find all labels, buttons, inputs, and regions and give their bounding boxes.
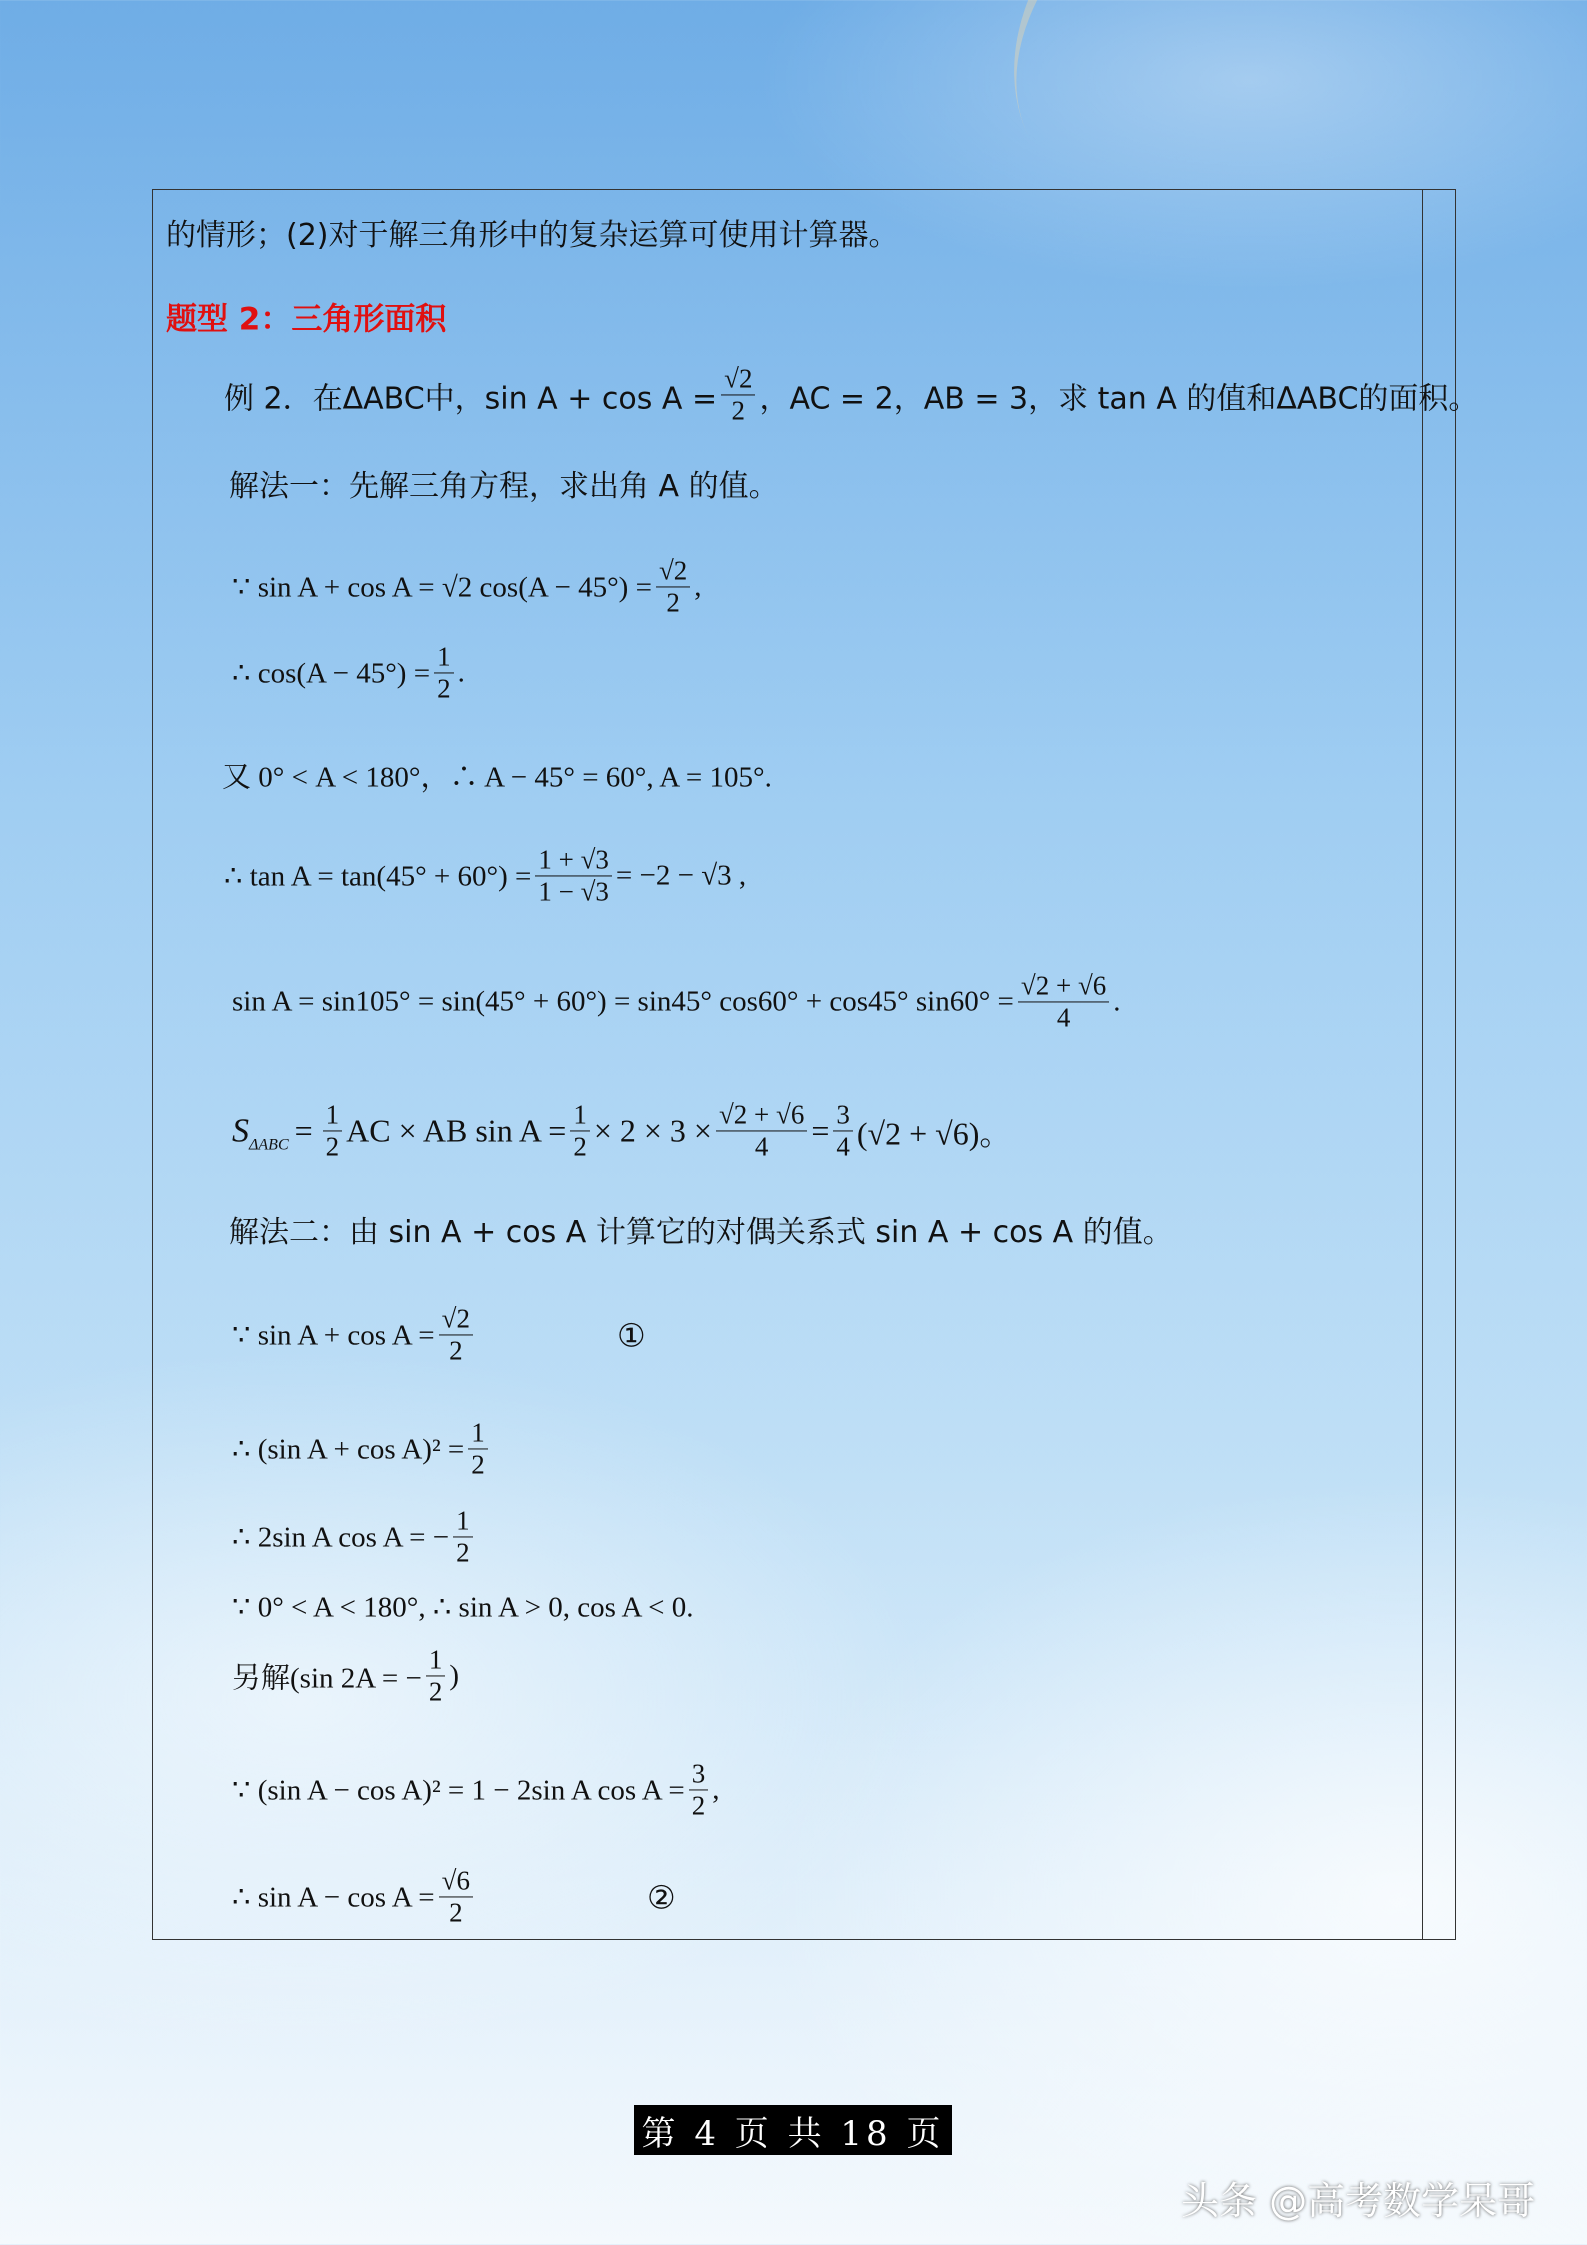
text: AC × AB sin A = bbox=[346, 1112, 567, 1149]
equation-11 bbox=[232, 1644, 459, 1707]
text: = −2 − √3 , bbox=[615, 859, 747, 892]
fraction: $\frac{1}{2}$ bbox=[453, 1505, 473, 1568]
intro-text: 的情形；(2)对于解三角形中的复杂运算可使用计算器。 bbox=[166, 218, 899, 253]
equation-5 bbox=[232, 970, 1121, 1033]
text: × 2 × 3 × bbox=[593, 1112, 712, 1149]
fraction: $\frac{1}{2}$ bbox=[434, 641, 454, 704]
fraction: $\frac{3}{2}$ bbox=[689, 1758, 709, 1821]
text: ∴ cos(A − 45°) = bbox=[232, 657, 431, 690]
text: = bbox=[811, 1112, 830, 1149]
text: ) bbox=[449, 1659, 459, 1692]
text: (√2 + √6)。 bbox=[856, 1115, 1012, 1151]
text: ∴ (sin A + cos A)² = bbox=[232, 1433, 465, 1466]
equation-10: ∵ 0° < A < 180°, ∴ sin A > 0, cos A < 0. bbox=[232, 1591, 694, 1624]
section-heading: 题型 2：三角形面积 bbox=[166, 301, 447, 338]
fraction: $\frac{1}{2}$ bbox=[426, 1644, 446, 1707]
fraction: $\frac{√6}{2}$ bbox=[439, 1865, 473, 1928]
text: 另解(sin 2A = − bbox=[232, 1662, 422, 1695]
text: 例 2．在ΔABC中，sin A + cos A = bbox=[224, 381, 718, 416]
text: ∴ tan A = tan(45° + 60°) = bbox=[224, 860, 532, 893]
text: , bbox=[712, 1773, 720, 1806]
text: ∵ (sin A − cos A)² = 1 − 2sin A cos A = bbox=[232, 1774, 685, 1807]
text: = bbox=[294, 1112, 313, 1149]
fraction: $\frac{√2 + √6}{4}$ bbox=[1018, 970, 1109, 1033]
equation-13 bbox=[232, 1865, 676, 1928]
equation-8 bbox=[232, 1417, 492, 1480]
text: . bbox=[457, 656, 465, 689]
equation-1 bbox=[232, 555, 702, 618]
text: ∵ sin A + cos A = bbox=[232, 1319, 435, 1352]
fraction: $\frac{1}{2}$ bbox=[570, 1099, 590, 1162]
text: . bbox=[1113, 985, 1121, 1018]
text: , bbox=[694, 570, 702, 603]
text: sin A = sin105° = sin(45° + 60°) = sin45° cos60° + cos45° sin60° = bbox=[232, 985, 1014, 1018]
equation-2 bbox=[232, 641, 465, 704]
example-2 bbox=[224, 363, 1478, 426]
fraction: $\frac{√2}{2}$ bbox=[721, 363, 755, 426]
subscript: ΔABC bbox=[249, 1136, 289, 1154]
text: ，AC = 2，AB = 3，求 tan A 的值和ΔABC的面积。 bbox=[759, 381, 1479, 416]
fraction: $\frac{√2 + √6}{4}$ bbox=[716, 1099, 807, 1162]
watermark: 头条 @高考数学呆哥 bbox=[1181, 2179, 1536, 2223]
text: S bbox=[232, 1112, 249, 1149]
text: ∴ sin A − cos A = bbox=[232, 1881, 435, 1914]
fraction: $\frac{3}{4}$ bbox=[833, 1099, 853, 1162]
fraction: $\frac{1}{2}$ bbox=[323, 1099, 343, 1162]
equation-area bbox=[232, 1099, 1011, 1162]
equation-12 bbox=[232, 1758, 719, 1821]
page-number-footer: 第 4 页 共 18 页 bbox=[634, 2105, 952, 2155]
text: ∴ 2sin A cos A = − bbox=[232, 1521, 450, 1554]
frame-divider bbox=[1422, 189, 1423, 1940]
equation-3: 又 0° < A < 180°，∴ A − 45° = 60°, A = 105°. bbox=[222, 761, 772, 794]
method-two-title: 解法二：由 sin A + cos A 计算它的对偶关系式 sin A + cos A 的值。 bbox=[229, 1215, 1173, 1250]
text: ∵ sin A + cos A = √2 cos(A − 45°) = bbox=[232, 571, 652, 604]
method-one-title: 解法一：先解三角方程，求出角 A 的值。 bbox=[229, 469, 779, 504]
fraction: $\frac{1}{2}$ bbox=[468, 1417, 488, 1480]
equation-7 bbox=[232, 1303, 646, 1366]
fraction: $\frac{√2}{2}$ bbox=[439, 1303, 473, 1366]
equation-9 bbox=[232, 1505, 477, 1568]
fraction: $\frac{1 + √3}{1 - √3}$ bbox=[535, 844, 612, 907]
circled-one-marker: ① bbox=[616, 1317, 646, 1353]
circled-two-marker: ② bbox=[646, 1879, 676, 1915]
fraction: $\frac{√2}{2}$ bbox=[656, 555, 690, 618]
equation-4 bbox=[224, 844, 746, 907]
